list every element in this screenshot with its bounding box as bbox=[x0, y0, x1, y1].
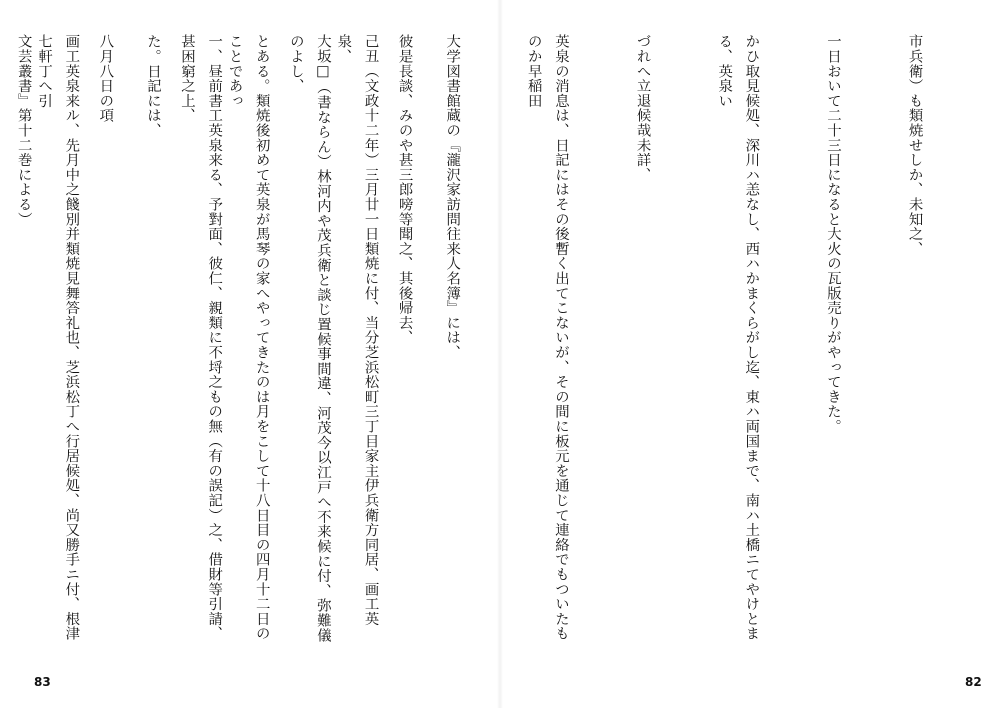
text-line: 市兵衛）も類焼せしか、未知之、 bbox=[906, 34, 923, 256]
text-line: とある。類焼後初めて英泉が馬琴の家へやってきたのは月をこして十八日目の四月十二日のことであっ bbox=[226, 34, 270, 641]
text-line: た。日記には、 bbox=[144, 34, 161, 138]
text-line: づれへ立退候哉未詳、 bbox=[634, 34, 651, 182]
text-line: 大坂□（書ならん）林河内や茂兵衛と談じ置候事間違、河茂今以江戸へ不来候に付、弥難儀のよし、 bbox=[287, 34, 331, 643]
page-number: 82 bbox=[965, 675, 982, 689]
text-line: 彼是長談、みのや甚三郎嗙等聞之、其後帰去、 bbox=[396, 34, 413, 345]
text-line: 八月八日の項 bbox=[97, 34, 114, 123]
page-number: 83 bbox=[34, 675, 51, 689]
text-line: かひ取見候処、深川ハ恙なし、西ハかまくらがし迄、東ハ両国まで、南ハ土橋ニてやけとまる、英泉い bbox=[716, 34, 760, 641]
text-line: 文芸叢書』第十二巻による） bbox=[15, 34, 32, 227]
text-line: 一、昼前書工英泉来る、予對面、彼仁、親類に不埒之もの無（有の誤記）之、借財等引請、甚困窮之上、 bbox=[178, 34, 223, 641]
text-line: 英泉の消息は、日記にはその後暫く出てこないが、その間に板元を通じて連絡でもついたものか早稲田 bbox=[525, 34, 569, 641]
text-line: 一日おいて二十三日になると大火の瓦版売りがやってきた。 bbox=[824, 34, 841, 434]
text-line: 己丑（文政十二年）三月廿一日類焼に付、当分芝浜松町三丁目家主伊兵衛方同居、画工英泉、 bbox=[335, 34, 379, 626]
text-line: 画工英泉来ル、先月中之餞別并類焼見舞答礼也、芝浜松丁へ行居候処、尚又勝手ニ付、根津七軒丁へ引 bbox=[36, 34, 80, 641]
text-line: 大学図書館蔵の『瀧沢家訪問往来人名簿』には、 bbox=[444, 34, 461, 360]
